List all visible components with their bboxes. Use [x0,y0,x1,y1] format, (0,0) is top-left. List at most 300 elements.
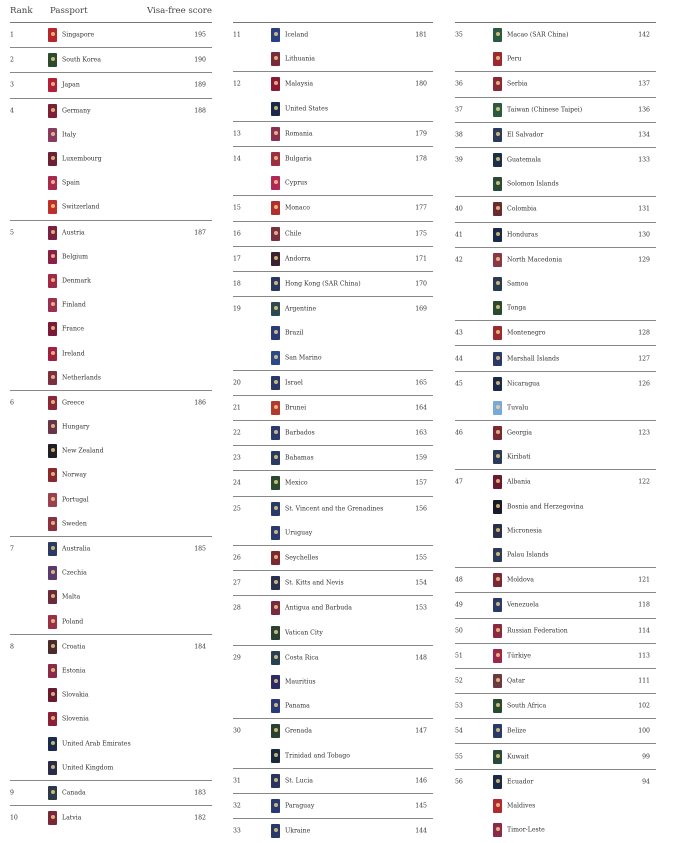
rank-group [455,122,656,147]
score-cell: 184 [194,643,206,651]
country-name: Palau Islands [507,551,549,559]
passport-cover-icon [493,775,502,789]
country-name: Switzerland [62,203,100,211]
rank-cell: 41 [455,231,463,239]
table-row [10,635,212,659]
rank-group [10,220,212,390]
country-name: Russian Federation [507,627,568,635]
country-name: United States [285,105,328,113]
rank-group [233,296,433,370]
passport-cover-icon [493,624,502,638]
rank-group [233,496,433,545]
country-name: Macao (SAR China) [507,31,569,39]
country-name: Estonia [62,667,86,675]
rank-cell: 5 [10,229,14,237]
table-row [10,147,212,171]
passport-cover-icon [48,664,57,678]
score-cell: 154 [415,579,427,587]
passport-cover-icon [493,598,502,612]
rank-cell: 10 [10,814,18,822]
country-name: Hungary [62,423,90,431]
rank-group [455,371,656,420]
table-row [455,669,656,693]
table-row [10,73,212,97]
country-name: Brazil [285,329,304,337]
table-row [10,195,212,219]
table-row [233,345,433,369]
column-2 [233,0,433,843]
rank-cell: 36 [455,80,463,88]
rank-group [455,592,656,617]
table-row [10,683,212,707]
table-row [10,756,212,780]
passport-cover-icon [271,52,280,66]
score-cell: 113 [638,652,650,660]
country-name: Paraguay [285,802,315,810]
rank-cell: 45 [455,380,463,388]
country-name: Croatia [62,643,86,651]
table-row [233,621,433,645]
table-row [233,819,433,843]
rank-group [455,718,656,743]
rank-group [233,595,433,644]
passport-cover-icon [493,799,502,813]
rank-cell: 43 [455,329,463,337]
rank-group [455,247,656,321]
rank-group [10,47,212,72]
table-row [10,317,212,341]
country-name: Guatemala [507,156,541,164]
country-name: St. Kitts and Nevis [285,579,344,587]
rank-group [10,22,212,47]
score-cell: 181 [415,31,427,39]
rank-group [10,98,212,220]
score-cell: 146 [415,777,427,785]
score-cell: 183 [194,789,206,797]
passport-cover-icon [271,277,280,291]
table-row [455,470,656,494]
column-3 [455,0,656,842]
score-cell: 163 [415,429,427,437]
table-row [10,391,212,415]
rank-cell: 52 [455,677,463,685]
rank-group [233,718,433,767]
score-cell: 178 [415,155,427,163]
passport-cover-icon [48,468,57,482]
passport-cover-icon [48,128,57,142]
table-row [10,221,212,245]
table-row [455,519,656,543]
country-name: Taiwan (Chinese Taipei) [507,106,583,114]
country-name: Tuvalu [507,404,529,412]
passport-cover-icon [48,250,57,264]
country-name: Bulgaria [285,155,312,163]
passport-cover-icon [493,649,502,663]
score-cell: 111 [638,677,650,685]
rank-group [10,390,212,536]
score-header: Visa-free score [146,6,212,16]
table-row [233,72,433,96]
table-header [455,0,656,22]
score-cell: 156 [415,505,427,513]
country-name: France [62,325,85,333]
passport-cover-icon [271,376,280,390]
passport-cover-icon [271,77,280,91]
rank-group [233,420,433,445]
passport-cover-icon [271,675,280,689]
table-row [455,445,656,469]
score-cell: 144 [415,827,427,835]
table-row [233,719,433,743]
rank-cell: 30 [233,727,241,735]
country-name: Cyprus [285,179,308,187]
country-name: Netherlands [62,374,101,382]
table-row [233,23,433,47]
table-row [455,744,656,768]
country-name: Argentine [285,305,317,313]
score-cell: 118 [638,601,650,609]
table-row [233,670,433,694]
table-row [233,646,433,670]
rank-cell: 26 [233,554,241,562]
rank-cell: 6 [10,399,14,407]
country-name: Albania [507,478,531,486]
score-cell: 94 [642,778,650,786]
country-name: Spain [62,179,80,187]
passport-cover-icon [271,426,280,440]
passport-cover-icon [271,401,280,415]
table-row [10,269,212,293]
score-cell: 165 [415,379,427,387]
table-row [233,794,433,818]
table-row [233,297,433,321]
country-name: Timor-Leste [507,826,545,834]
score-cell: 127 [638,355,650,363]
passport-cover-icon [48,712,57,726]
passport-cover-icon [493,177,502,191]
group-list [10,22,212,830]
rank-group [455,769,656,843]
country-name: Grenada [285,727,312,735]
country-name: Qatar [507,677,525,685]
rank-cell: 55 [455,753,463,761]
passport-cover-icon [271,774,280,788]
table-row [10,293,212,317]
table-row [455,543,656,567]
country-name: Austria [62,229,85,237]
rank-group [455,222,656,247]
table-row [10,439,212,463]
country-name: Samoa [507,280,529,288]
passport-cover-icon [271,476,280,490]
rank-cell: 19 [233,305,241,313]
table-row [233,247,433,271]
score-cell: 122 [638,478,650,486]
table-row [455,223,656,247]
passport-cover-icon [48,53,57,67]
country-name: Kiribati [507,453,531,461]
passport-cover-icon [48,200,57,214]
passport-cover-icon [271,749,280,763]
passport-cover-icon [271,502,280,516]
table-row [10,585,212,609]
passport-cover-icon [48,104,57,118]
table-row [10,366,212,390]
table-row [455,296,656,320]
table-header [10,0,212,22]
passport-cover-icon [48,640,57,654]
passport-cover-icon [48,517,57,531]
table-row [233,396,433,420]
passport-cover-icon [48,347,57,361]
passport-cover-icon [493,450,502,464]
table-row [233,694,433,718]
passport-cover-icon [493,548,502,562]
rank-group [455,420,656,469]
rank-group [455,22,656,71]
rank-cell: 51 [455,652,463,660]
passport-cover-icon [493,674,502,688]
passport-cover-icon [493,426,502,440]
country-name: Colombia [507,205,537,213]
score-cell: 180 [415,80,427,88]
passport-header: Passport [50,6,88,16]
passport-cover-icon [271,351,280,365]
rank-cell: 25 [233,505,241,513]
country-name: Venezuela [507,601,539,609]
table-row [233,596,433,620]
passport-cover-icon [493,28,502,42]
country-name: Kuwait [507,753,529,761]
passport-cover-icon [493,524,502,538]
passport-cover-icon [48,444,57,458]
table-row [455,248,656,272]
score-cell: 153 [415,604,427,612]
rank-cell: 31 [233,777,241,785]
passport-cover-icon [271,28,280,42]
passport-cover-icon [271,451,280,465]
country-name: Ireland [62,350,85,358]
table-row [455,619,656,643]
score-cell: 137 [638,80,650,88]
country-name: Tonga [507,304,527,312]
score-cell: 134 [638,131,650,139]
country-name: South Korea [62,56,101,64]
country-name: Vatican City [285,629,323,637]
table-row [10,610,212,634]
rank-group [233,71,433,120]
rank-cell: 40 [455,205,463,213]
rank-group [455,196,656,221]
table-row [10,707,212,731]
score-cell: 133 [638,156,650,164]
table-row [233,471,433,495]
passport-cover-icon [493,377,502,391]
rank-cell: 22 [233,429,241,437]
passport-cover-icon [271,526,280,540]
rank-group [233,22,433,71]
country-name: United Kingdom [62,764,114,772]
rank-group [455,320,656,345]
score-cell: 128 [638,329,650,337]
passport-cover-icon [493,301,502,315]
score-cell: 186 [194,399,206,407]
passport-cover-icon [493,153,502,167]
rank-group [233,545,433,570]
table-row [455,346,656,370]
country-name: Georgia [507,429,532,437]
rank-group [455,345,656,370]
passport-cover-icon [48,542,57,556]
rank-group [233,121,433,146]
rank-group [10,780,212,805]
rank-cell: 46 [455,429,463,437]
passport-cover-icon [271,576,280,590]
country-name: Costa Rica [285,654,319,662]
passport-cover-icon [48,420,57,434]
passport-cover-icon [48,176,57,190]
passport-cover-icon [493,475,502,489]
score-cell: 190 [194,56,206,64]
score-cell: 171 [415,255,427,263]
country-name: Israel [285,379,303,387]
rank-group [233,246,433,271]
table-row [10,23,212,47]
passport-cover-icon [48,78,57,92]
table-row [10,537,212,561]
rank-header: Rank [10,6,33,16]
passport-cover-icon [493,699,502,713]
table-row [10,512,212,536]
country-name: Mauritius [285,678,316,686]
rank-cell: 37 [455,106,463,114]
country-name: Antigua and Barbuda [285,604,352,612]
rank-cell: 56 [455,778,463,786]
score-cell: 164 [415,404,427,412]
rank-group [455,693,656,718]
table-row [455,72,656,96]
country-name: Trinidad and Tobago [285,752,350,760]
passport-cover-icon [271,724,280,738]
passport-cover-icon [271,551,280,565]
passport-cover-icon [493,253,502,267]
table-row [233,371,433,395]
country-name: Poland [62,618,84,626]
country-name: South Africa [507,702,547,710]
score-cell: 126 [638,380,650,388]
table-row [233,321,433,345]
country-name: Norway [62,471,87,479]
score-cell: 185 [194,545,206,553]
table-row [455,148,656,172]
rank-cell: 54 [455,727,463,735]
rank-group [455,743,656,768]
table-row [455,694,656,718]
score-cell: 114 [638,627,650,635]
table-row [455,719,656,743]
score-cell: 121 [638,576,650,584]
rank-cell: 50 [455,627,463,635]
country-name: Slovakia [62,691,89,699]
passport-cover-icon [493,352,502,366]
rank-cell: 8 [10,643,14,651]
rank-cell: 24 [233,479,241,487]
rank-cell: 7 [10,545,14,553]
table-row [10,48,212,72]
country-name: Luxembourg [62,155,102,163]
table-row [233,122,433,146]
score-cell: 179 [415,130,427,138]
table-row [10,341,212,365]
country-name: Ukraine [285,827,311,835]
table-row [233,521,433,545]
passport-cover-icon [271,302,280,316]
score-cell: 148 [415,654,427,662]
rank-cell: 35 [455,31,463,39]
table-row [455,47,656,71]
table-row [10,731,212,755]
country-name: Italy [62,131,77,139]
score-cell: 189 [194,81,206,89]
rank-group [233,221,433,246]
rank-group [233,645,433,719]
country-name: Malaysia [285,80,314,88]
passport-cover-icon [271,699,280,713]
score-cell: 102 [638,702,650,710]
country-name: Nicaragua [507,380,540,388]
table-row [10,781,212,805]
country-name: Portugal [62,496,89,504]
table-row [10,123,212,147]
table-row [233,47,433,71]
country-name: Brunei [285,404,307,412]
passport-cover-icon [48,811,57,825]
score-cell: 131 [638,205,650,213]
table-row [455,98,656,122]
passport-cover-icon [48,371,57,385]
rank-cell: 32 [233,802,241,810]
table-row [455,123,656,147]
table-row [233,769,433,793]
passport-cover-icon [271,252,280,266]
country-name: Mexico [285,479,308,487]
score-cell: 99 [642,753,650,761]
country-name: Lithuania [285,55,315,63]
rank-group [233,793,433,818]
country-name: Australia [62,545,91,553]
country-name: Belgium [62,253,88,261]
country-name: Ecuador [507,778,534,786]
passport-cover-icon [493,326,502,340]
rank-cell: 15 [233,204,241,212]
rank-cell: 38 [455,131,463,139]
passport-cover-icon [48,615,57,629]
rank-group [233,146,433,195]
table-row [233,97,433,121]
passport-cover-icon [271,326,280,340]
score-cell: 169 [415,305,427,313]
rank-cell: 29 [233,654,241,662]
table-row [455,644,656,668]
country-name: United Arab Emirates [62,740,131,748]
passport-cover-icon [48,322,57,336]
country-name: Uruguay [285,529,313,537]
country-name: Seychelles [285,554,319,562]
rank-cell: 16 [233,230,241,238]
rank-cell: 18 [233,280,241,288]
passport-cover-icon [271,799,280,813]
passport-cover-icon [48,566,57,580]
